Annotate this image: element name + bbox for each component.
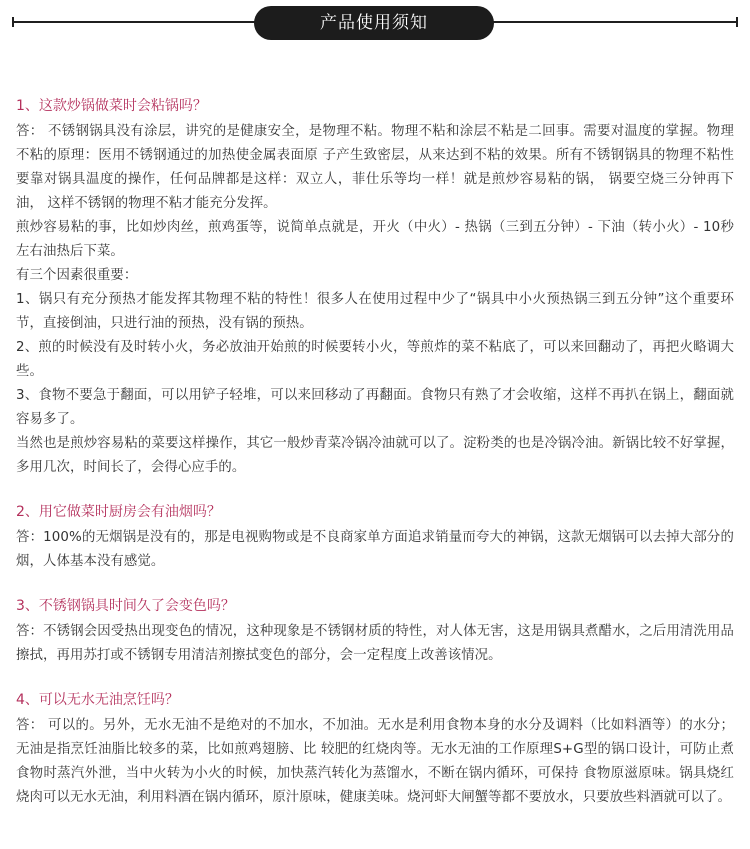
page-header	[0, 0, 750, 48]
header-divider-left	[12, 21, 264, 23]
header-divider-right	[486, 21, 738, 23]
header-divider-right-cap	[736, 17, 738, 27]
faq-answer-1-paragraph-5: 2、煎的时候没有及时转小火，务必放油开始煎的时候要转小火，等煎炸的菜不粘底了，可以来回翻动了，再把火略调大些。	[16, 340, 734, 379]
header-divider-left-cap	[12, 17, 14, 27]
faq-item-1	[16, 96, 734, 480]
faq-answer-4-paragraph-1: 答： 可以的。另外，无水无油不是绝对的不加水，不加油。无水是利用食物本身的水分及调料（比如料酒等）的水分；无油是指烹饪油脂比较多的菜，比如煎鸡翅膀、比 较肥的红烧肉等。无水无油的工作原理S+G型的锅口设计，可防止煮食物时蒸汽外泄，当中火转为小火的时候，加快蒸汽转化为蒸馏水，不断在锅内循环，可保持 食物原滋原味。锅具烧红烧肉可以无水无油，利用料酒在锅内循环，原汁原味，健康美味。烧河虾大闸蟹等都不要放水，只要放些料酒就可以了。	[16, 718, 734, 805]
faq-answer-1-paragraph-2: 煎炒容易粘的事，比如炒肉丝，煎鸡蛋等，说简单点就是，开火（中火）- 热锅（三到五分钟）- 下油（转小火）- 10秒左右油热后下菜。	[16, 220, 734, 259]
faq-answer-1-paragraph-1: 答： 不锈钢锅具没有涂层，讲究的是健康安全，是物理不粘。物理不粘和涂层不粘是二回事。需要对温度的掌握。物理不粘的原理：医用不锈钢通过的加热使金属表面原 子产生致密层，从来达到不粘的效果。所有不锈钢锅具的物理不粘性要靠对锅具温度的操作，任何品牌都是这样：双立人，菲仕乐等均一样！就是煎炒容易粘的锅， 锅要空烧三分钟再下油， 这样不锈钢的物理不粘才能充分发挥。	[16, 124, 734, 211]
faq-question-1: 1、这款炒锅做菜时会粘锅吗？	[16, 98, 207, 114]
page-title: 产品使用须知	[254, 6, 494, 40]
section-spacer	[16, 668, 734, 690]
faq-answer-3-paragraph-1: 答：不锈钢会因受热出现变色的情况，这种现象是不锈钢材质的特性，对人体无害，这是用锅具煮醋水，之后用清洗用品擦拭，再用苏打或不锈钢专用清洁剂擦拭变色的部分，会一定程度上改善该情况。	[16, 624, 734, 663]
faq-answer-1-paragraph-6: 3、食物不要急于翻面，可以用铲子轻堆，可以来回移动了再翻面。食物只有熟了才会收缩，这样不再扒在锅上，翻面就容易多了。	[16, 388, 734, 427]
faq-item-2	[16, 502, 734, 574]
faq-question-2: 2、用它做菜时厨房会有油烟吗？	[16, 504, 221, 520]
faq-question-3: 3、不锈钢锅具时间久了会变色吗？	[16, 598, 235, 614]
faq-answer-1-paragraph-3: 有三个因素很重要：	[16, 268, 138, 283]
faq-question-4: 4、可以无水无油烹饪吗？	[16, 692, 179, 708]
faq-answer-2-paragraph-1: 答：100%的无烟锅是没有的，那是电视购物或是不良商家单方面追求销量而夸大的神锅，这款无烟锅可以去掉大部分的烟，人体基本没有感觉。	[16, 530, 734, 569]
faq-answer-1-paragraph-7: 当然也是煎炒容易粘的菜要这样操作，其它一般炒青菜冷锅冷油就可以了。淀粉类的也是冷锅冷油。新锅比较不好掌握，多用几次，时间长了，会得心应手的。	[16, 436, 734, 475]
section-spacer	[16, 574, 734, 596]
section-spacer	[16, 480, 734, 502]
faq-list	[16, 96, 734, 810]
faq-answer-1-paragraph-4: 1、锅只有充分预热才能发挥其物理不粘的特性！很多人在使用过程中少了“锅具中小火预热锅三到五分钟”这个重要环节，直接倒油，只进行油的预热，没有锅的预热。	[16, 292, 734, 331]
faq-item-4	[16, 690, 734, 810]
faq-item-3	[16, 596, 734, 668]
